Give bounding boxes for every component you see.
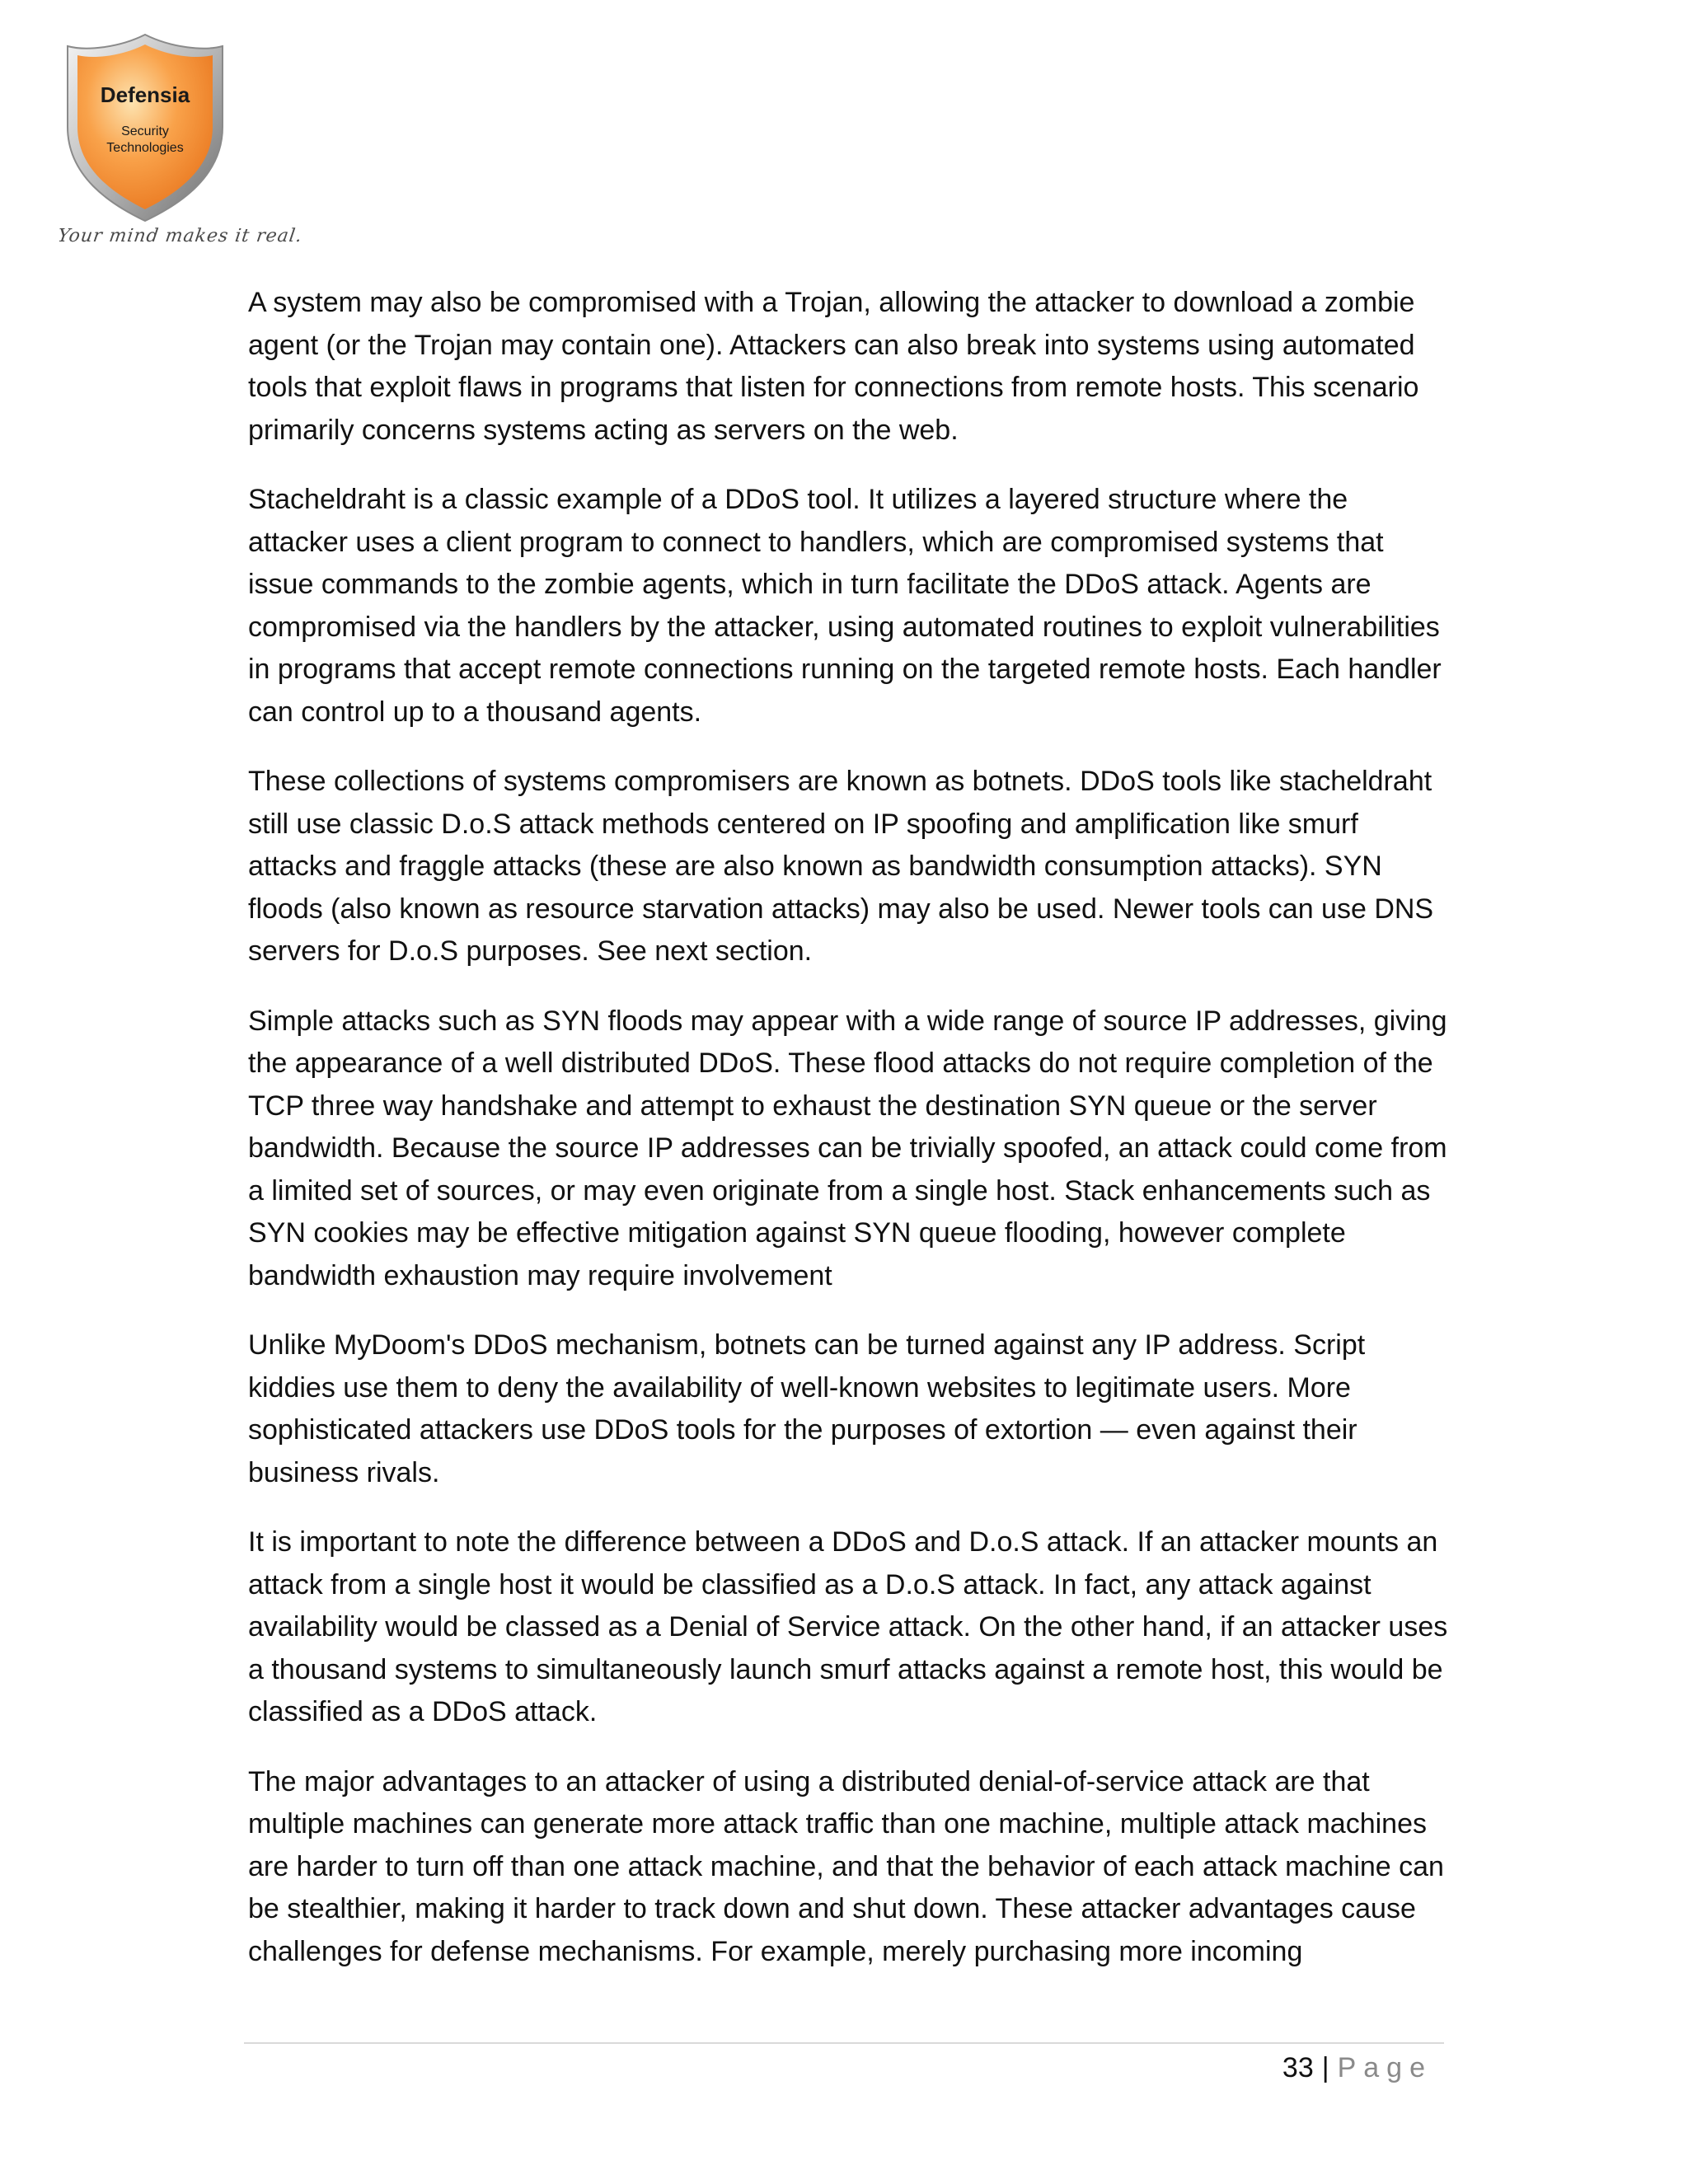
paragraph: It is important to note the difference between a DDoS and D.o.S attack. If an attacker mounts an attack from a single host it would be classified as a D.o.S attack. In fact, any attack against availability would be classed as a Denial of Service attack. On the other hand, if an attacker uses a thousand systems to simultaneously launch smurf attacks against a remote host, this would be classified as a DDoS attack. (248, 1526, 1448, 1727)
document-body (248, 282, 1451, 2000)
logo-name: Defensia (100, 82, 190, 107)
paragraph: Simple attacks such as SYN floods may appear with a wide range of source IP addresses, giving the appearance of a well distributed DDoS. These flood attacks do not require completion of the TCP three way handshake and attempt to exhaust the destination SYN queue or the server bandwidth. Because the source IP addresses can be trivially spoofed, an attack could come from a limited set of sources, or may even originate from a single host. Stack enhancements such as SYN cookies may be effective mitigation against SYN queue flooding, however complete bandwidth exhaustion may require involvement (248, 1005, 1447, 1291)
logo-tagline: Your mind makes it real. (56, 226, 304, 246)
logo-subtitle-line2: Technologies (106, 141, 184, 155)
paragraph: A system may also be compromised with a Trojan, allowing the attacker to download a zombie agent (or the Trojan may contain one). Attackers can also break into systems using automated tools that exploit flaws in programs that listen for connections from remote hosts. This scenario primarily concerns systems acting as servers on the web. (248, 287, 1419, 446)
page-number: 33 (1282, 2052, 1314, 2083)
paragraph: The major advantages to an attacker of using a distributed denial-of-service attack are that multiple machines can generate more attack traffic than one machine, multiple attack machines are harder to turn off than one attack machine, and that the behavior of each attack machine can be stealthier, making it harder to track down and shut down. These attacker advantages cause challenges for defense mechanisms. For example, merely purchasing more incoming (248, 1765, 1444, 1967)
paragraph: Stacheldraht is a classic example of a DDoS tool. It utilizes a layered structure where the attacker uses a client program to connect to handlers, which are compromised systems that issue commands to the zombie agents, which in turn facilitate the DDoS attack. Agents are compromised via the handlers by the attacker, using automated routines to exploit vulnerabilities in programs that accept remote connections running on the targeted remote hosts. Each handler can control up to a thousand agents. (248, 484, 1442, 728)
footer-separator: | (1321, 2052, 1329, 2083)
page-label: Page (1337, 2052, 1432, 2083)
logo-subtitle-line1: Security (121, 124, 169, 138)
page-footer (1282, 2047, 1432, 2088)
paragraph: These collections of systems compromisers are known as botnets. DDoS tools like stacheldraht still use classic D.o.S attack methods centered on IP spoofing and amplification like smurf attacks and fraggle attacks (these are also known as bandwidth consumption attacks). SYN floods (also known as resource starvation attacks) may also be used. Newer tools can use DNS servers for D.o.S purposes. See next section. (248, 766, 1434, 967)
paragraph: Unlike MyDoom's DDoS mechanism, botnets can be turned against any IP address. Script kiddies use them to deny the availability of well-known websites to legitimate users. More sophisticated attackers use DDoS tools for the purposes of extortion — even against their business rivals. (248, 1329, 1366, 1488)
footer-divider (244, 2042, 1444, 2044)
shield-icon (53, 30, 237, 227)
